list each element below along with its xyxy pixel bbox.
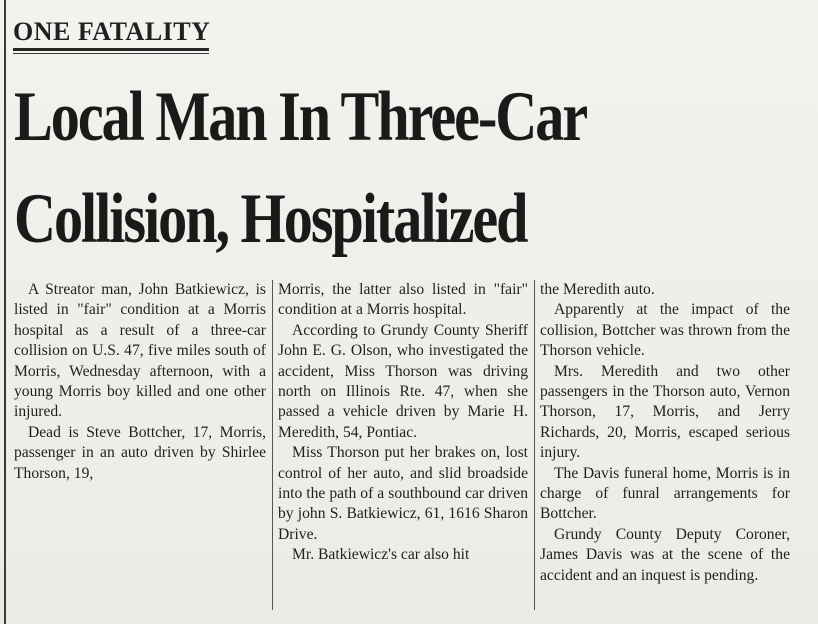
headline-line-1: Local Man In Three-Car	[14, 78, 587, 156]
column-divider	[272, 280, 273, 610]
kicker-label: ONE FATALITY	[13, 17, 211, 46]
paragraph: Mr. Batkiewicz's car also hit	[292, 546, 470, 564]
paragraph: the Meredith auto.	[540, 281, 655, 298]
paragraph: Dead is Steve Bottcher, 17, Morris, passenger in an auto driven by Shirlee Thorson, 19,	[14, 423, 266, 482]
paragraph: Mrs. Meredith and two other passengers in the Thorson auto, Vernon Thorson, 17, Morris, and Jerry Richards, 20, Morris, escaped serious injury.	[540, 362, 790, 462]
paragraph: The Davis funeral home, Morris is in charge of funral arrangements for Bottcher.	[540, 464, 790, 523]
paragraph: Miss Thorson put her brakes on, lost control of her auto, and slid broadside into the path of a southbound car driven by john S. Batkiewicz, 61, 1616 Sharon Drive.	[278, 444, 528, 543]
paragraph: Morris, the latter also listed in "fair" condition at a Morris hospital.	[278, 281, 528, 319]
paragraph: A Streator man, John Batkiewicz, is listed in "fair" condition at a Morris hospital as a result of a three-car collision on U.S. 47, five miles south of Morris, Wednesday afternoon, with a young Morris boy killed and one other injured.	[14, 281, 266, 421]
article-column-2	[278, 280, 528, 566]
kicker-underline-thin	[13, 53, 209, 54]
column-border-left	[4, 0, 6, 624]
paragraph: Grundy County Deputy Coroner, James Davis was at the scene of the accident and an inquest is pending.	[540, 525, 790, 584]
paragraph: According to Grundy County Sheriff John E. G. Olson, who investigated the accident, Miss Thorson was driving north on Illinois Rte. 47, when she passed a vehicle driven by Marie H. Meredith, 54, Pontiac.	[278, 321, 528, 441]
article-column-1	[14, 280, 266, 484]
paragraph: Apparently at the impact of the collision, Bottcher was thrown from the Thorson vehicle.	[540, 301, 790, 360]
kicker-underline	[13, 48, 209, 51]
headline-line-2: Collision, Hospitalized	[14, 180, 527, 258]
column-divider	[534, 280, 535, 610]
article-column-3	[540, 280, 790, 586]
